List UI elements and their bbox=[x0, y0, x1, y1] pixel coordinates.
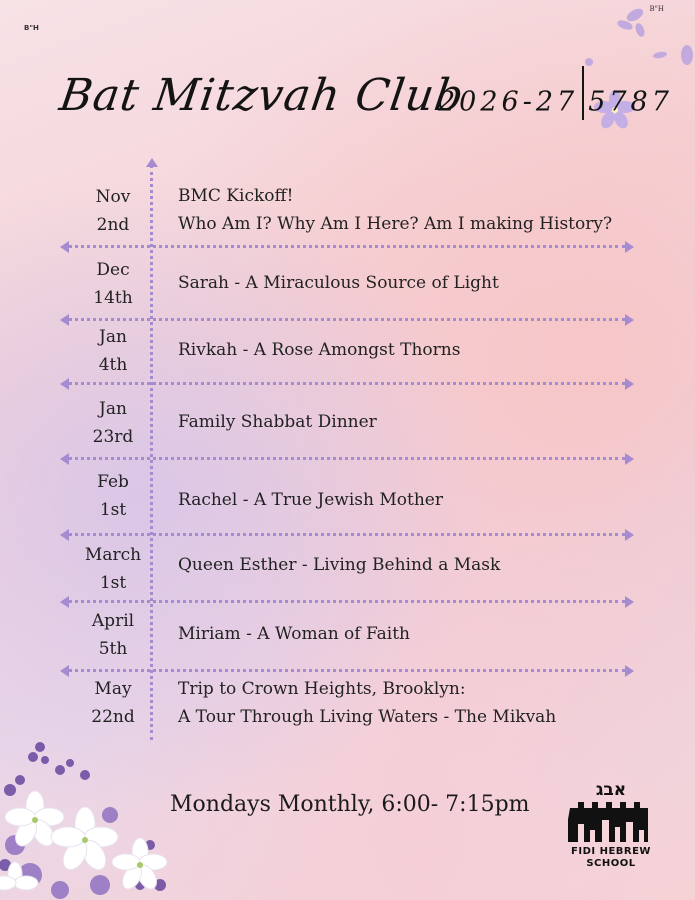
date-day: 23rd bbox=[92, 427, 134, 447]
schedule-event bbox=[178, 269, 678, 297]
event-title: Rachel - A True Jewish Mother bbox=[178, 490, 443, 510]
schedule-date bbox=[74, 541, 152, 597]
event-subtitle: A Tour Through Living Waters - The Mikvah bbox=[178, 707, 557, 727]
date-day: 5th bbox=[98, 639, 128, 659]
bh-mark-left: B"H bbox=[24, 24, 39, 32]
date-month: Feb bbox=[97, 472, 129, 492]
logo-line1: FIDI HEBREW bbox=[571, 846, 651, 857]
schedule-event bbox=[178, 675, 678, 731]
date-day: 14th bbox=[93, 288, 133, 308]
schedule-date bbox=[74, 607, 152, 663]
timeline-divider bbox=[68, 457, 626, 460]
event-title: Miriam - A Woman of Faith bbox=[178, 624, 410, 644]
logo-wordmark bbox=[561, 846, 661, 870]
flower-bouquet-decoration bbox=[0, 735, 175, 900]
date-month: March bbox=[84, 545, 142, 565]
timeline-divider bbox=[68, 318, 626, 321]
schedule-date bbox=[74, 468, 152, 524]
date-day: 1st bbox=[99, 500, 127, 520]
event-title: BMC Kickoff! bbox=[178, 186, 294, 206]
schedule-date bbox=[74, 675, 152, 731]
date-day: 22nd bbox=[91, 707, 135, 727]
timeline-divider bbox=[68, 600, 626, 603]
schedule-event bbox=[178, 620, 678, 648]
schedule-event bbox=[178, 336, 678, 364]
year-hebrew: 5787 bbox=[588, 86, 673, 118]
event-title: Rivkah - A Rose Amongst Thorns bbox=[178, 340, 461, 360]
logo-line2: SCHOOL bbox=[586, 858, 636, 869]
school-year bbox=[438, 86, 673, 120]
bh-mark-right: B"H bbox=[649, 5, 664, 13]
event-title: Family Shabbat Dinner bbox=[178, 412, 377, 432]
schedule-date bbox=[74, 256, 152, 312]
date-day: 1st bbox=[99, 573, 127, 593]
year-divider bbox=[582, 66, 584, 120]
date-month: May bbox=[94, 679, 132, 699]
schedule-date bbox=[74, 183, 152, 239]
date-month: Dec bbox=[96, 260, 130, 280]
event-subtitle: Who Am I? Why Am I Here? Am I making History? bbox=[178, 214, 613, 234]
schedule-event bbox=[178, 408, 678, 436]
date-day: 4th bbox=[98, 355, 128, 375]
date-month: Jan bbox=[99, 327, 127, 347]
schedule-date bbox=[74, 395, 152, 451]
schedule-event bbox=[178, 182, 678, 238]
event-title: Queen Esther - Living Behind a Mask bbox=[178, 555, 501, 575]
timeline-divider bbox=[68, 245, 626, 248]
timeline-divider bbox=[68, 382, 626, 385]
date-month: Jan bbox=[99, 399, 127, 419]
event-title: Trip to Crown Heights, Brooklyn: bbox=[178, 679, 466, 699]
date-month: Nov bbox=[95, 187, 131, 207]
event-title: Sarah - A Miraculous Source of Light bbox=[178, 273, 499, 293]
schedule-event bbox=[178, 486, 678, 514]
year-gregorian: 2026-27 bbox=[438, 86, 579, 118]
date-day: 2nd bbox=[96, 215, 130, 235]
skyline-icon bbox=[568, 800, 654, 842]
schedule-date bbox=[74, 323, 152, 379]
schedule-event bbox=[178, 551, 678, 579]
timeline-divider bbox=[68, 669, 626, 672]
date-month: April bbox=[91, 611, 135, 631]
meeting-time: Mondays Monthly, 6:00- 7:15pm bbox=[170, 792, 530, 817]
logo-hebrew-letters: אבג bbox=[595, 780, 627, 800]
page-title: Bat Mitzvah Club bbox=[56, 70, 468, 121]
timeline-divider bbox=[68, 533, 626, 536]
school-logo bbox=[561, 780, 661, 870]
